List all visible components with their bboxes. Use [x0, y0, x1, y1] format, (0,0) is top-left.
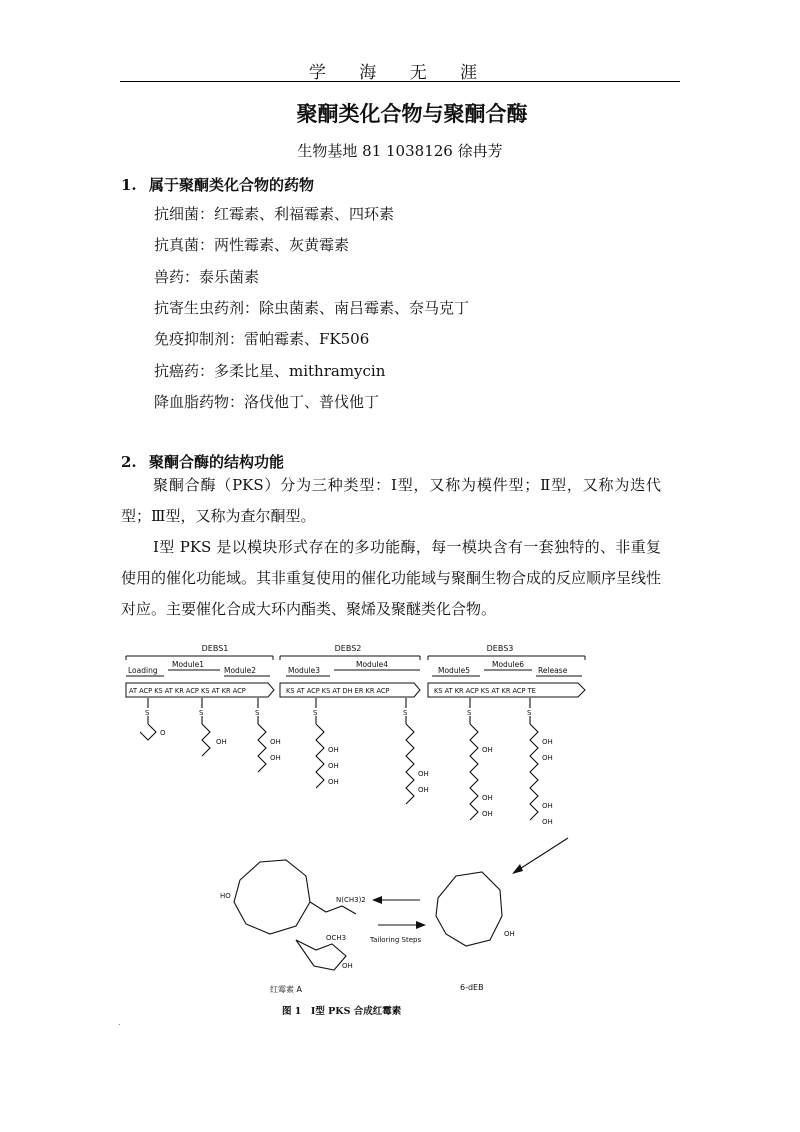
hydroxyl-label-15: OH — [542, 818, 553, 826]
page-header: 学 海 无 涯 — [308, 63, 492, 83]
hydroxyl-label-3: OH — [270, 754, 281, 762]
section-1-number: 1. — [121, 176, 137, 194]
header-rule — [120, 81, 680, 82]
hydroxyl-label-10: OH — [482, 794, 493, 802]
sulfur-label-1: S — [145, 709, 150, 717]
6deb-structure — [436, 872, 502, 946]
stray-mark: . — [118, 1018, 121, 1028]
atom-labels — [145, 709, 553, 826]
sulfur-label-5: S — [403, 709, 408, 717]
domain-bar-debs3: KS AT KR ACP KS AT KR ACP TE — [434, 687, 536, 695]
module-label-3: Module3 — [288, 666, 321, 675]
hydroxyl-label-12: OH — [542, 738, 553, 746]
hydroxyl-label-14: OH — [542, 802, 553, 810]
hydroxyl-label-7: OH — [418, 770, 429, 778]
module-label-1: Module1 — [172, 660, 205, 669]
sulfur-label-6: S — [467, 709, 472, 717]
drug-item-anticancer: 抗癌药：多柔比星、mithramycin — [154, 362, 386, 380]
module-label-6: Module6 — [492, 660, 525, 669]
hydroxyl-label-4: OH — [328, 746, 339, 754]
debs3-label: DEBS3 — [486, 644, 514, 653]
section-2-heading — [121, 451, 284, 472]
6deb-oh-label: OH — [504, 930, 515, 938]
dimethylamino-label: N(CH3)2 — [336, 896, 366, 904]
drug-item-antibacterial: 抗细菌：红霉素、利福霉素、四环素 — [154, 205, 395, 223]
module-label-2: Module2 — [224, 666, 257, 675]
section-2-number: 2. — [121, 453, 137, 471]
debs1-label: DEBS1 — [201, 644, 229, 653]
6deb-label: 6-dEB — [460, 983, 484, 992]
sulfur-label-4: S — [313, 709, 318, 717]
intermediate-chains — [140, 698, 568, 925]
module-label-loading: Loading — [128, 666, 158, 675]
domain-bar-debs1: AT ACP KS AT KR ACP KS AT KR ACP — [129, 687, 246, 695]
erythromycin-oh-label: OH — [342, 962, 353, 970]
hydroxyl-label-5: OH — [328, 762, 339, 770]
module-label-release: Release — [538, 666, 568, 675]
hydroxyl-label-11: OH — [482, 810, 493, 818]
pks-erythromycin-figure — [120, 640, 590, 1020]
hydroxyl-label-2: OH — [270, 738, 281, 746]
hydroxyl-label-9: OH — [482, 746, 493, 754]
drug-item-antifungal: 抗真菌：两性霉素、灰黄霉素 — [154, 236, 350, 254]
sulfur-label-7: S — [527, 709, 532, 717]
hydroxyl-label-6: OH — [328, 778, 339, 786]
drug-item-veterinary: 兽药：泰乐菌素 — [154, 268, 260, 286]
drug-item-antiparasitic: 抗寄生虫药剂：除虫菌素、南吕霉素、奈马克丁 — [154, 299, 470, 317]
domain-bar-debs2: KS AT ACP KS AT DH ER KR ACP — [286, 687, 390, 695]
oxygen-label-1: O — [160, 729, 166, 737]
drug-item-lipid-lowering: 降血脂药物：洛伐他丁、普伐他丁 — [154, 393, 380, 411]
paragraph-pks-types: 聚酮合酶（PKS）分为三种类型：Ⅰ型，又称为模件型；Ⅱ型，又称为迭代型；Ⅲ型，又称为查尔酮型。 — [121, 476, 661, 525]
figure-diagram — [120, 640, 590, 1020]
debs2-label: DEBS2 — [334, 644, 362, 653]
drug-item-immunosuppressant: 免疫抑制剂：雷帕霉素、FK506 — [154, 330, 370, 348]
author-line: 生物基地 81 1038126 徐冉芳 — [297, 142, 503, 160]
paragraph-type1-pks: Ⅰ型 PKS 是以模块形式存在的多功能酶，每一模块含有一套独特的、非重复使用的催化功能域。其非重复使用的催化功能域与聚酮生物合成的反应顺序呈线性对应。主要催化合成大环内酯类、聚烯及聚醚类化合物。 — [121, 538, 662, 618]
module-label-5: Module5 — [438, 666, 471, 675]
hydroxyl-label-1: OH — [216, 738, 227, 746]
tailoring-steps-label: Tailoring Steps — [370, 936, 422, 944]
section-1-heading — [121, 174, 314, 195]
6deb-labels — [460, 930, 515, 992]
sulfur-label-3: S — [255, 709, 260, 717]
section-2-title: 聚酮合酶的结构功能 — [149, 453, 285, 471]
module-label-4: Module4 — [356, 660, 389, 669]
hydroxyl-label-8: OH — [418, 786, 429, 794]
sulfur-label-2: S — [199, 709, 204, 717]
erythromycin-a-label: 红霉素 A — [270, 985, 303, 994]
figure-caption: 图 1 Ⅰ型 PKS 合成红霉素 — [282, 1006, 402, 1017]
section-1-title: 属于聚酮类化合物的药物 — [149, 176, 315, 194]
methoxy-label: OCH3 — [326, 934, 347, 942]
hydroxyl-label-13: OH — [542, 754, 553, 762]
document-title: 聚酮类化合物与聚酮合酶 — [296, 101, 528, 126]
erythromycin-ho-label: HO — [220, 892, 231, 900]
erythromycin-structure — [234, 860, 356, 970]
